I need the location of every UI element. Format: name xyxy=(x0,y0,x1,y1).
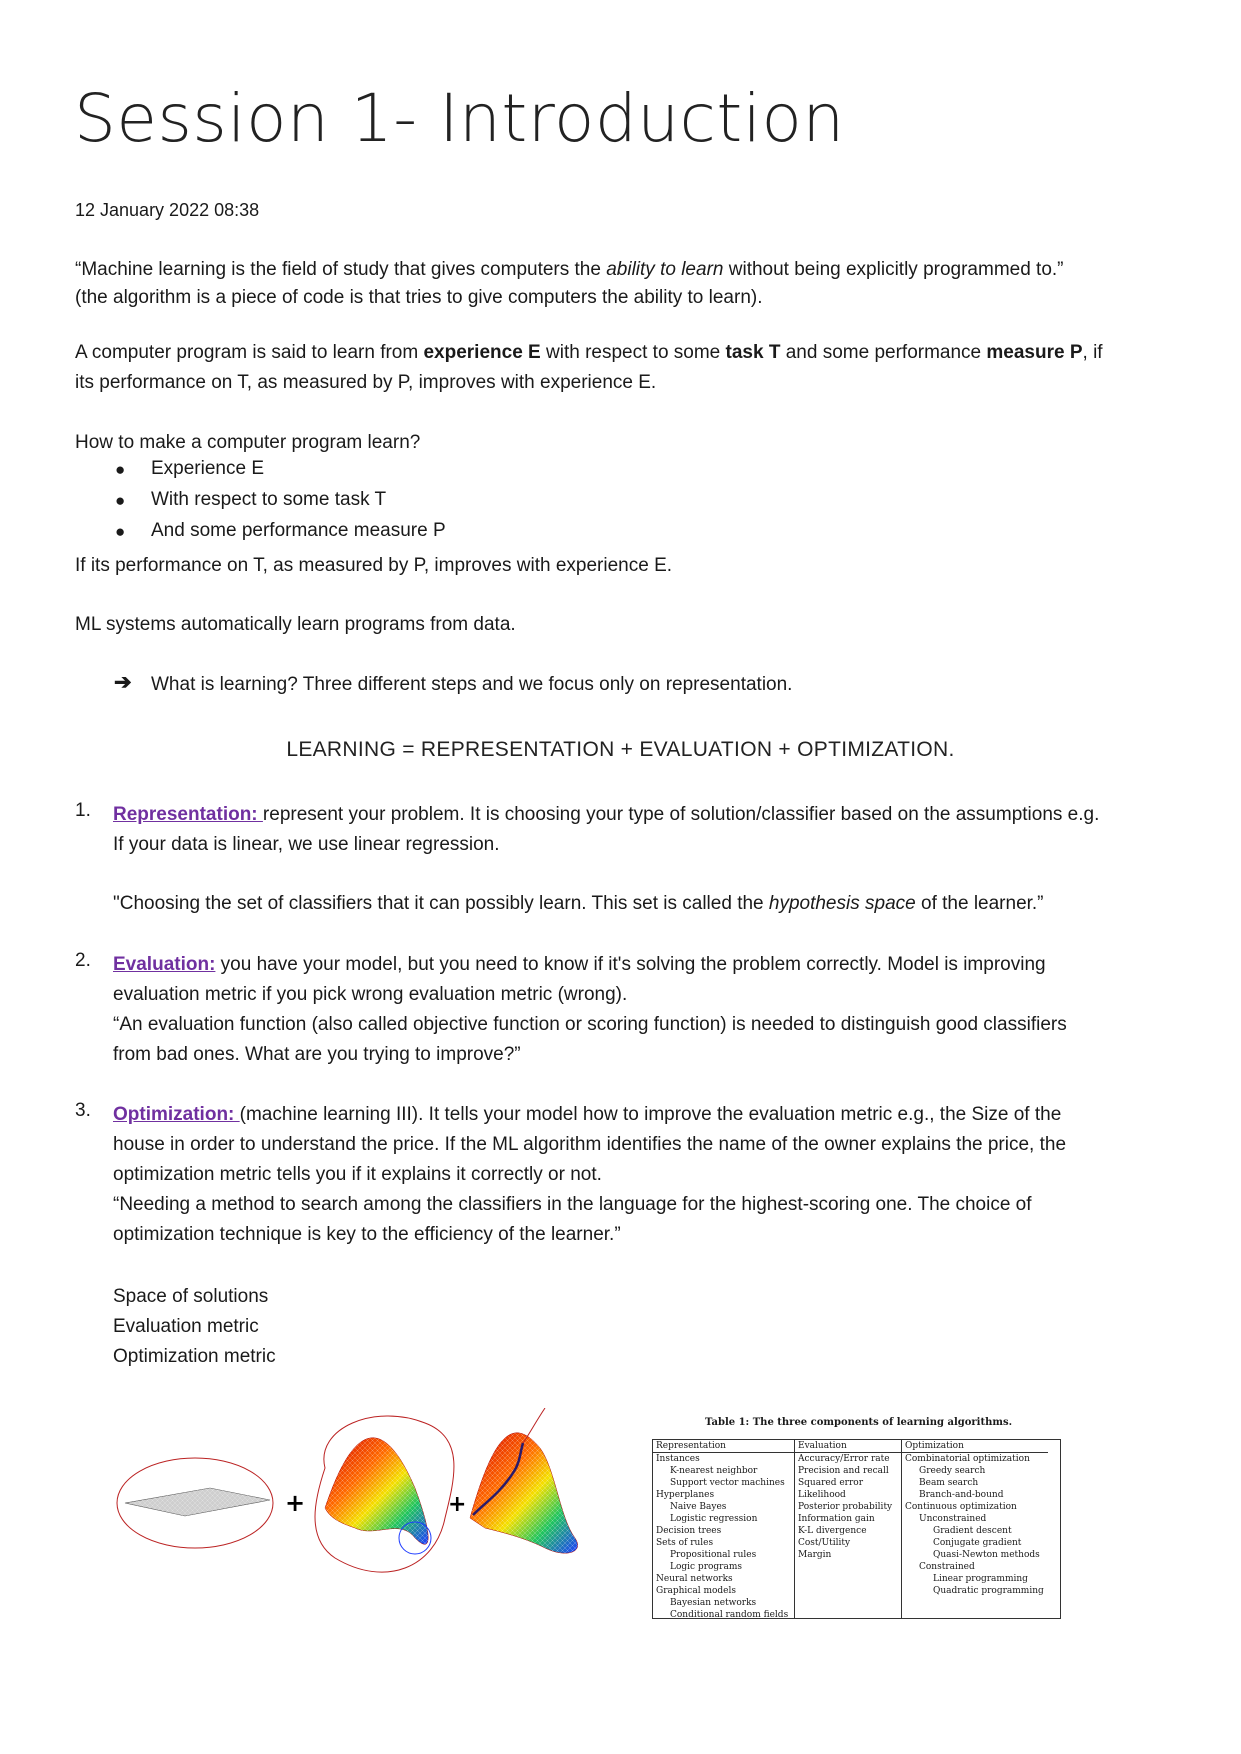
table-cell: Propositional rules xyxy=(670,1550,757,1560)
definition-line-2: its performance on T, as measured by P, improves with experience E. xyxy=(75,372,657,393)
table-caption: Table 1: The three components of learning algorithms. xyxy=(705,1417,1013,1428)
table-cell: Cost/Utility xyxy=(798,1538,851,1548)
table-column-evaluation xyxy=(795,1440,902,1618)
item-line: If your data is linear, we use linear regression. xyxy=(113,834,500,855)
hypothesis-space-plane xyxy=(117,1458,273,1548)
table-cell: Conditional random fields xyxy=(670,1610,789,1620)
summary-item: Optimization metric xyxy=(113,1346,276,1367)
item-line: “An evaluation function (also called objective function or scoring function) is needed to distinguish good classifiers xyxy=(113,1014,1067,1035)
item-line: from bad ones. What are you trying to improve?” xyxy=(113,1044,521,1065)
bullet-item: With respect to some task T xyxy=(151,489,387,510)
table-cell: Instances xyxy=(656,1454,700,1464)
bullet-item: Experience E xyxy=(151,458,265,479)
table-cell: Quasi-Newton methods xyxy=(933,1550,1040,1560)
bullet-item: And some performance measure P xyxy=(151,520,446,541)
item-line: house in order to understand the price. If the ML algorithm identifies the name of the owner explains the price, the xyxy=(113,1134,1067,1155)
item-number: 1. xyxy=(75,800,91,821)
table-cell: Squared error xyxy=(798,1478,863,1488)
item-line: evaluation metric if you pick wrong evaluation metric (wrong). xyxy=(113,984,628,1005)
table-cell: Logistic regression xyxy=(670,1514,758,1524)
bullet-icon: ● xyxy=(115,491,126,510)
table-cell: Constrained xyxy=(919,1562,975,1572)
ml-systems-line: ML systems automatically learn programs from data. xyxy=(75,614,516,635)
term-representation: Representation: xyxy=(113,804,263,825)
table-cell: Linear programming xyxy=(933,1574,1028,1584)
table-cell: Branch-and-bound xyxy=(919,1490,1004,1500)
arrow-text: What is learning? Three different steps and we focus only on representation. xyxy=(151,674,793,695)
arrow-right-icon: ➔ xyxy=(114,671,132,694)
item-evaluation: Evaluation: you have your model, but you need to know if it's solving the problem correctly. Model is improving xyxy=(113,954,1046,975)
note-line: (the algorithm is a piece of code is that tries to give computers the ability to learn). xyxy=(75,287,763,308)
table-cell: Likelihood xyxy=(798,1490,846,1500)
table-column-body xyxy=(798,1453,898,1561)
item-line: optimization technique is key to the efficiency of the learner.” xyxy=(113,1224,621,1245)
table-cell: K-nearest neighbor xyxy=(670,1466,758,1476)
term-optimization: Optimization: xyxy=(113,1104,240,1125)
table-cell: Unconstrained xyxy=(919,1514,987,1524)
optimization-surface xyxy=(470,1408,578,1553)
table-header: Optimization xyxy=(902,1440,1048,1453)
plus-sign: + xyxy=(448,1492,467,1517)
item-line: “Needing a method to search among the classifiers in the language for the highest-scoring one. The choice of xyxy=(113,1194,1032,1215)
table-cell: Greedy search xyxy=(919,1466,986,1476)
table-cell: Logic programs xyxy=(670,1562,742,1572)
quote-paragraph: “Machine learning is the field of study that gives computers the ability to learn without being explicitly programmed to.” xyxy=(75,259,1064,280)
table-column-body xyxy=(656,1453,791,1621)
table-cell: Bayesian networks xyxy=(670,1598,757,1608)
term-evaluation: Evaluation: xyxy=(113,954,216,975)
item-line: optimization metric tells you if it explains it correctly or not. xyxy=(113,1164,602,1185)
how-question: How to make a computer program learn? xyxy=(75,432,421,453)
table-column-representation xyxy=(653,1440,795,1618)
table-cell: Decision trees xyxy=(656,1526,722,1536)
plus-sign: + xyxy=(285,1489,306,1517)
if-line: If its performance on T, as measured by P, improves with experience E. xyxy=(75,555,673,576)
table-cell: Combinatorial optimization xyxy=(905,1454,1030,1464)
table-cell: K-L divergence xyxy=(798,1526,867,1536)
table-cell: Hyperplanes xyxy=(656,1490,715,1500)
table-cell: Precision and recall xyxy=(798,1466,889,1476)
item-number: 3. xyxy=(75,1100,91,1121)
item-number: 2. xyxy=(75,950,91,971)
table-cell: Graphical models xyxy=(656,1586,736,1596)
table-cell: Support vector machines xyxy=(670,1478,785,1488)
item-quote: "Choosing the set of classifiers that it can possibly learn. This set is called the hypothesis space of the learner.” xyxy=(113,893,1044,914)
components-table xyxy=(652,1439,1061,1619)
table-cell: Sets of rules xyxy=(656,1538,714,1548)
table-header: Representation xyxy=(653,1440,794,1453)
item-representation: Representation: represent your problem. It is choosing your type of solution/classifier based on the assumptions e.g. xyxy=(113,804,1100,825)
table-cell: Gradient descent xyxy=(933,1526,1012,1536)
table-column-body xyxy=(905,1453,1045,1597)
evaluation-surface xyxy=(315,1416,454,1572)
table-cell: Accuracy/Error rate xyxy=(798,1454,890,1464)
bullet-icon: ● xyxy=(115,460,126,479)
page-title: Session 1- Introduction xyxy=(74,80,845,157)
table-cell: Beam search xyxy=(919,1478,979,1488)
bullet-icon: ● xyxy=(115,522,126,541)
table-cell: Information gain xyxy=(798,1514,875,1524)
learning-formula: LEARNING = REPRESENTATION + EVALUATION + OPTIMIZATION. xyxy=(286,738,955,761)
date-stamp: 12 January 2022 08:38 xyxy=(75,200,260,220)
table-cell: Margin xyxy=(798,1550,832,1560)
summary-item: Space of solutions xyxy=(113,1286,269,1307)
summary-item: Evaluation metric xyxy=(113,1316,259,1337)
table-column-optimization xyxy=(902,1440,1048,1618)
table-cell: Conjugate gradient xyxy=(933,1538,1022,1548)
table-cell: Neural networks xyxy=(656,1574,733,1584)
table-cell: Quadratic programming xyxy=(933,1586,1044,1596)
table-cell: Naive Bayes xyxy=(670,1502,727,1512)
table-cell: Posterior probability xyxy=(798,1502,893,1512)
definition-paragraph: A computer program is said to learn from experience E with respect to some task T and some performance measure P, if xyxy=(75,342,1103,363)
table-cell: Continuous optimization xyxy=(905,1502,1017,1512)
table-header: Evaluation xyxy=(795,1440,901,1453)
item-optimization: Optimization: (machine learning III). It tells your model how to improve the evaluation metric e.g., the Size of the xyxy=(113,1104,1062,1125)
